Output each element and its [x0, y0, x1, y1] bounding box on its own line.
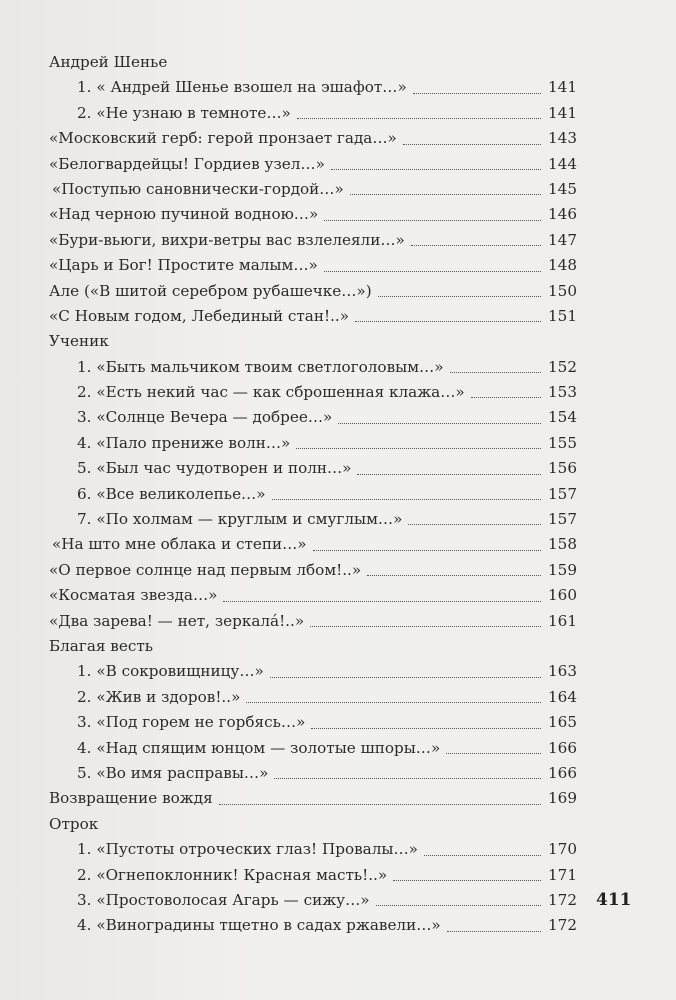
dot-leader: [274, 778, 541, 779]
entry-title: «Московский герб: герой пронзает гада…»: [49, 129, 397, 148]
entry-title: 2. «Есть некий час — как сброшенная клажа…»: [77, 383, 465, 402]
dot-leader: [367, 575, 541, 576]
entry-page-number: 169: [548, 789, 577, 808]
toc-entry: [49, 583, 577, 608]
entry-page-number: 141: [548, 78, 577, 97]
toc-entry: [49, 863, 577, 888]
dot-leader: [310, 626, 541, 627]
section-heading: Отрок: [49, 814, 99, 833]
dot-leader: [331, 169, 541, 170]
entry-title: 3. «Простоволосая Агарь — сижу…»: [77, 890, 370, 909]
dot-leader: [272, 499, 541, 500]
entry-page-number: 163: [548, 662, 577, 681]
entry-page-number: 145: [548, 179, 577, 198]
entry-title: 2. «Жив и здоров!..»: [77, 687, 241, 706]
dot-leader: [311, 728, 541, 729]
toc-entry: [49, 710, 577, 735]
toc-entry: [49, 761, 577, 786]
toc-entry: [49, 177, 577, 202]
entry-page-number: 144: [548, 154, 577, 173]
entry-page-number: 151: [548, 306, 577, 325]
dot-leader: [223, 601, 541, 602]
entry-title: «Два зарева! — нет, зеркала́!..»: [49, 611, 305, 630]
entry-title: 6. «Все великолепье…»: [77, 484, 266, 503]
entry-title: «Над черною пучиной водною…»: [49, 205, 319, 224]
entry-page-number: 157: [548, 484, 577, 503]
entry-title: «С Новым годом, Лебединый стан!..»: [49, 306, 350, 325]
dot-leader: [403, 144, 541, 145]
entry-title: 5. «Был час чудотворен и полн…»: [77, 459, 352, 478]
toc-entry: [49, 913, 577, 938]
toc-entry: [49, 405, 577, 430]
section-heading: Андрей Шенье: [49, 53, 168, 71]
dot-leader: [246, 702, 541, 703]
dot-leader: [313, 550, 541, 551]
toc-entry: [49, 558, 577, 583]
toc-entry: [49, 253, 577, 278]
page-number: 411: [596, 890, 632, 910]
entry-page-number: 160: [548, 586, 577, 605]
entry-title: 1. «Пустоты отроческих глаз! Провалы…»: [77, 840, 418, 859]
dot-leader: [296, 448, 541, 449]
toc-entry: [49, 228, 577, 253]
dot-leader: [411, 245, 541, 246]
entry-page-number: 165: [548, 713, 577, 732]
dot-leader: [355, 321, 541, 322]
entry-title: 3. «Под горем не горбясь…»: [77, 713, 306, 732]
entry-page-number: 148: [548, 256, 577, 275]
entry-title: 1. «В сокровищницу…»: [77, 662, 264, 681]
dot-leader: [350, 194, 541, 195]
section-heading: Ученик: [49, 332, 109, 351]
toc-entry: [49, 837, 577, 862]
toc-entry: [49, 736, 577, 761]
toc-entry: [49, 431, 577, 456]
entry-title: «На што мне облака и степи…»: [52, 535, 307, 554]
toc-entry: [49, 532, 577, 557]
entry-title: 2. «Не узнаю в темноте…»: [77, 103, 291, 122]
dot-leader: [450, 372, 541, 373]
toc-entry: [49, 482, 577, 507]
dot-leader: [297, 118, 541, 119]
dot-leader: [393, 880, 541, 881]
dot-leader: [471, 397, 541, 398]
entry-title: «Косматая звезда…»: [49, 586, 218, 605]
toc-entry: [49, 355, 577, 380]
table-of-contents: [49, 50, 577, 939]
entry-page-number: 172: [548, 916, 577, 935]
entry-title: «Бури-вьюги, вихри-ветры вас взлелеяли…»: [49, 230, 405, 249]
entry-page-number: 164: [548, 687, 577, 706]
toc-entry: [49, 101, 577, 126]
entry-title: 7. «По холмам — круглым и смуглым…»: [77, 510, 403, 529]
entry-page-number: 156: [548, 459, 577, 478]
entry-page-number: 147: [548, 230, 577, 249]
entry-page-number: 158: [548, 535, 577, 554]
entry-page-number: 171: [548, 865, 577, 884]
toc-entry: [49, 685, 577, 710]
entry-title: 1. «Быть мальчиком твоим светлоголовым…»: [77, 357, 444, 376]
entry-page-number: 153: [548, 383, 577, 402]
dot-leader: [270, 677, 541, 678]
entry-page-number: 170: [548, 840, 577, 859]
dot-leader: [446, 753, 541, 754]
entry-title: «О первое солнце над первым лбом!..»: [49, 560, 362, 579]
entry-title: Возвращение вождя: [49, 789, 213, 808]
toc-entry: [49, 304, 577, 329]
toc-entry: [49, 507, 577, 532]
toc-entry: [49, 456, 577, 481]
entry-title: 5. «Во имя расправы…»: [77, 763, 269, 782]
entry-title: «Поступью сановнически-гордой…»: [52, 179, 344, 198]
dot-leader: [424, 855, 541, 856]
toc-entry: [49, 380, 577, 405]
entry-page-number: 159: [548, 560, 577, 579]
entry-title: 1. « Андрей Шенье взошел на эшафот…»: [77, 78, 407, 97]
entry-page-number: 166: [548, 738, 577, 757]
entry-title: «Белогвардейцы! Гордиев узел…»: [49, 154, 325, 173]
entry-page-number: 141: [548, 103, 577, 122]
entry-title: 2. «Огнепоклонник! Красная масть!..»: [77, 865, 388, 884]
toc-entry: [49, 126, 577, 151]
dot-leader: [447, 931, 541, 932]
toc-entry: [49, 279, 577, 304]
entry-page-number: 166: [548, 763, 577, 782]
toc-entry: [49, 152, 577, 177]
toc-entry: [49, 609, 577, 634]
entry-title: Але («В шитой серебром рубашечке…»): [49, 281, 372, 300]
entry-page-number: 152: [548, 357, 577, 376]
entry-title: 4. «Виноградины тщетно в садах ржавели…»: [77, 916, 441, 935]
toc-entry: [49, 202, 577, 227]
dot-leader: [413, 93, 541, 94]
entry-page-number: 146: [548, 205, 577, 224]
entry-title: 3. «Солнце Вечера — добрее…»: [77, 408, 333, 427]
entry-title: 4. «Над спящим юнцом — золотые шпоры…»: [77, 738, 441, 757]
entry-page-number: 155: [548, 433, 577, 452]
dot-leader: [376, 905, 541, 906]
dot-leader: [324, 220, 541, 221]
section-heading: Благая весть: [49, 636, 153, 655]
entry-page-number: 157: [548, 510, 577, 529]
toc-entry: [49, 786, 577, 811]
entry-page-number: 161: [548, 611, 577, 630]
entry-page-number: 150: [548, 281, 577, 300]
dot-leader: [408, 524, 541, 525]
entry-title: «Царь и Бог! Простите малым…»: [49, 256, 318, 275]
dot-leader: [357, 474, 541, 475]
dot-leader: [378, 296, 541, 297]
entry-page-number: 172: [548, 890, 577, 909]
entry-title: 4. «Пало прениже волн…»: [77, 433, 291, 452]
toc-entry: [49, 659, 577, 684]
toc-entry: [49, 888, 577, 913]
entry-page-number: 154: [548, 408, 577, 427]
entry-page-number: 143: [548, 129, 577, 148]
dot-leader: [219, 804, 541, 805]
dot-leader: [324, 271, 541, 272]
toc-entry: [49, 75, 577, 100]
dot-leader: [338, 423, 541, 424]
